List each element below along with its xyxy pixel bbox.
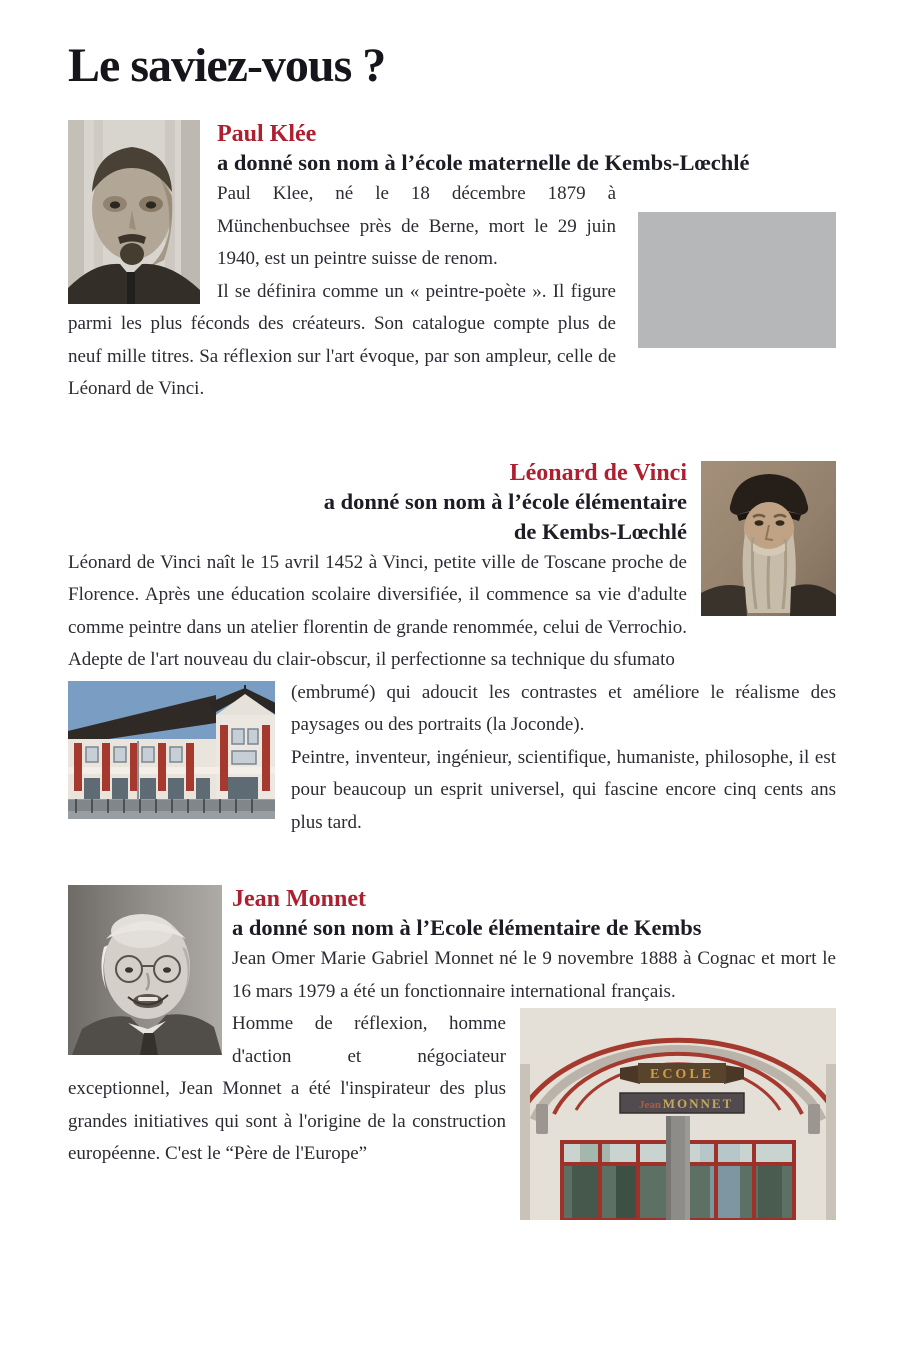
portrait-leonard-de-vinci-image (701, 461, 836, 616)
portrait-jean-monnet-image (68, 885, 222, 1055)
portrait-jean-monnet-photo (68, 885, 222, 1055)
portrait-leonard-de-vinci-photo (701, 461, 836, 616)
section-heading-jean-monnet: Jean Monnet (232, 886, 366, 912)
newsletter-page (68, 38, 836, 1228)
portrait-paul-klee-photo (68, 120, 200, 304)
section-leonard-de-vinci (68, 459, 836, 840)
section-subtitle-paul-klee: a donné son nom à l’école maternelle de Kembs-Lœchlé (217, 150, 750, 175)
ecole-kembs-loechle-building-image (68, 681, 275, 819)
school-sign-jean: Jean (639, 1099, 661, 1111)
ecole-jean-monnet-entrance-image (520, 1008, 836, 1220)
portrait-paul-klee-image (68, 120, 200, 304)
paragraph-klee-2: Il se définira comme un « peintre-poète ». Il figure parmi les plus féconds des créateurs. Son catalogue compte plus de neuf mille titres. Sa réflexion sur l'art évoque, par son ampleur, celle de Léonard de Vinci. (68, 280, 616, 399)
paragraph-monnet-1: Jean Omer Marie Gabriel Monnet né le 9 novembre 1888 à Cognac et mort le 16 mars 1979 a été un fonctionnaire international français. (232, 948, 836, 1002)
paragraph-monnet-2: Homme de réflexion, homme d'action et négociateur exceptionnel, Jean Monnet a été l'inspirateur des plus grandes initiatives qui sont à l'origine de la construction européenne. C'est le “Père de l'Europe” (68, 1013, 506, 1164)
image-placeholder-gray (638, 212, 836, 348)
paragraph-klee-1: Paul Klee, né le 18 décembre 1879 à Münchenbuchsee près de Berne, mort le 29 juin 1940, est un peintre suisse de renom. (217, 183, 616, 269)
section-heading-leonard-de-vinci: Léonard de Vinci (509, 459, 687, 486)
section-paul-klee (68, 120, 836, 406)
ecole-jean-monnet-entrance-photo (520, 1008, 836, 1220)
section-heading-paul-klee: Paul Klée (217, 121, 317, 147)
page-title: Le saviez-vous ? (68, 39, 386, 92)
paragraph-vinci-2: (embrumé) qui adoucit les contrastes et améliore le réalisme des paysages ou des portraits (la Joconde). (291, 681, 836, 735)
section-jean-monnet (68, 885, 836, 1228)
school-sign-monnet: MONNET (662, 1096, 734, 1111)
subtitle-line-2: de Kembs-Lœchlé (513, 518, 687, 544)
paragraph-vinci-3: Peintre, inventeur, ingénieur, scientifique, humaniste, philosophe, il est pour beaucoup un esprit universel, qui fascine encore cinq cents ans plus tard. (291, 746, 836, 833)
paragraph-vinci-1: Léonard de Vinci naît le 15 avril 1452 à Vinci, petite ville de Toscane proche de Florence. Après une éducation scolaire diversifiée, il commence sa vie d'adulte comme peintre dans un atelier florentin de grande renommée, celui de Verrochio. Adepte de l'art nouveau du clair-obscur, il perfectionne sa technique du sfumato (68, 551, 687, 670)
ecole-kembs-loechle-building-photo (68, 681, 275, 819)
subtitle-line-1: a donné son nom à l’école élémentaire (323, 488, 687, 514)
section-subtitle-jean-monnet: a donné son nom à l’Ecole élémentaire de Kembs (232, 915, 702, 940)
school-sign-ecole: ECOLE (649, 1067, 715, 1082)
